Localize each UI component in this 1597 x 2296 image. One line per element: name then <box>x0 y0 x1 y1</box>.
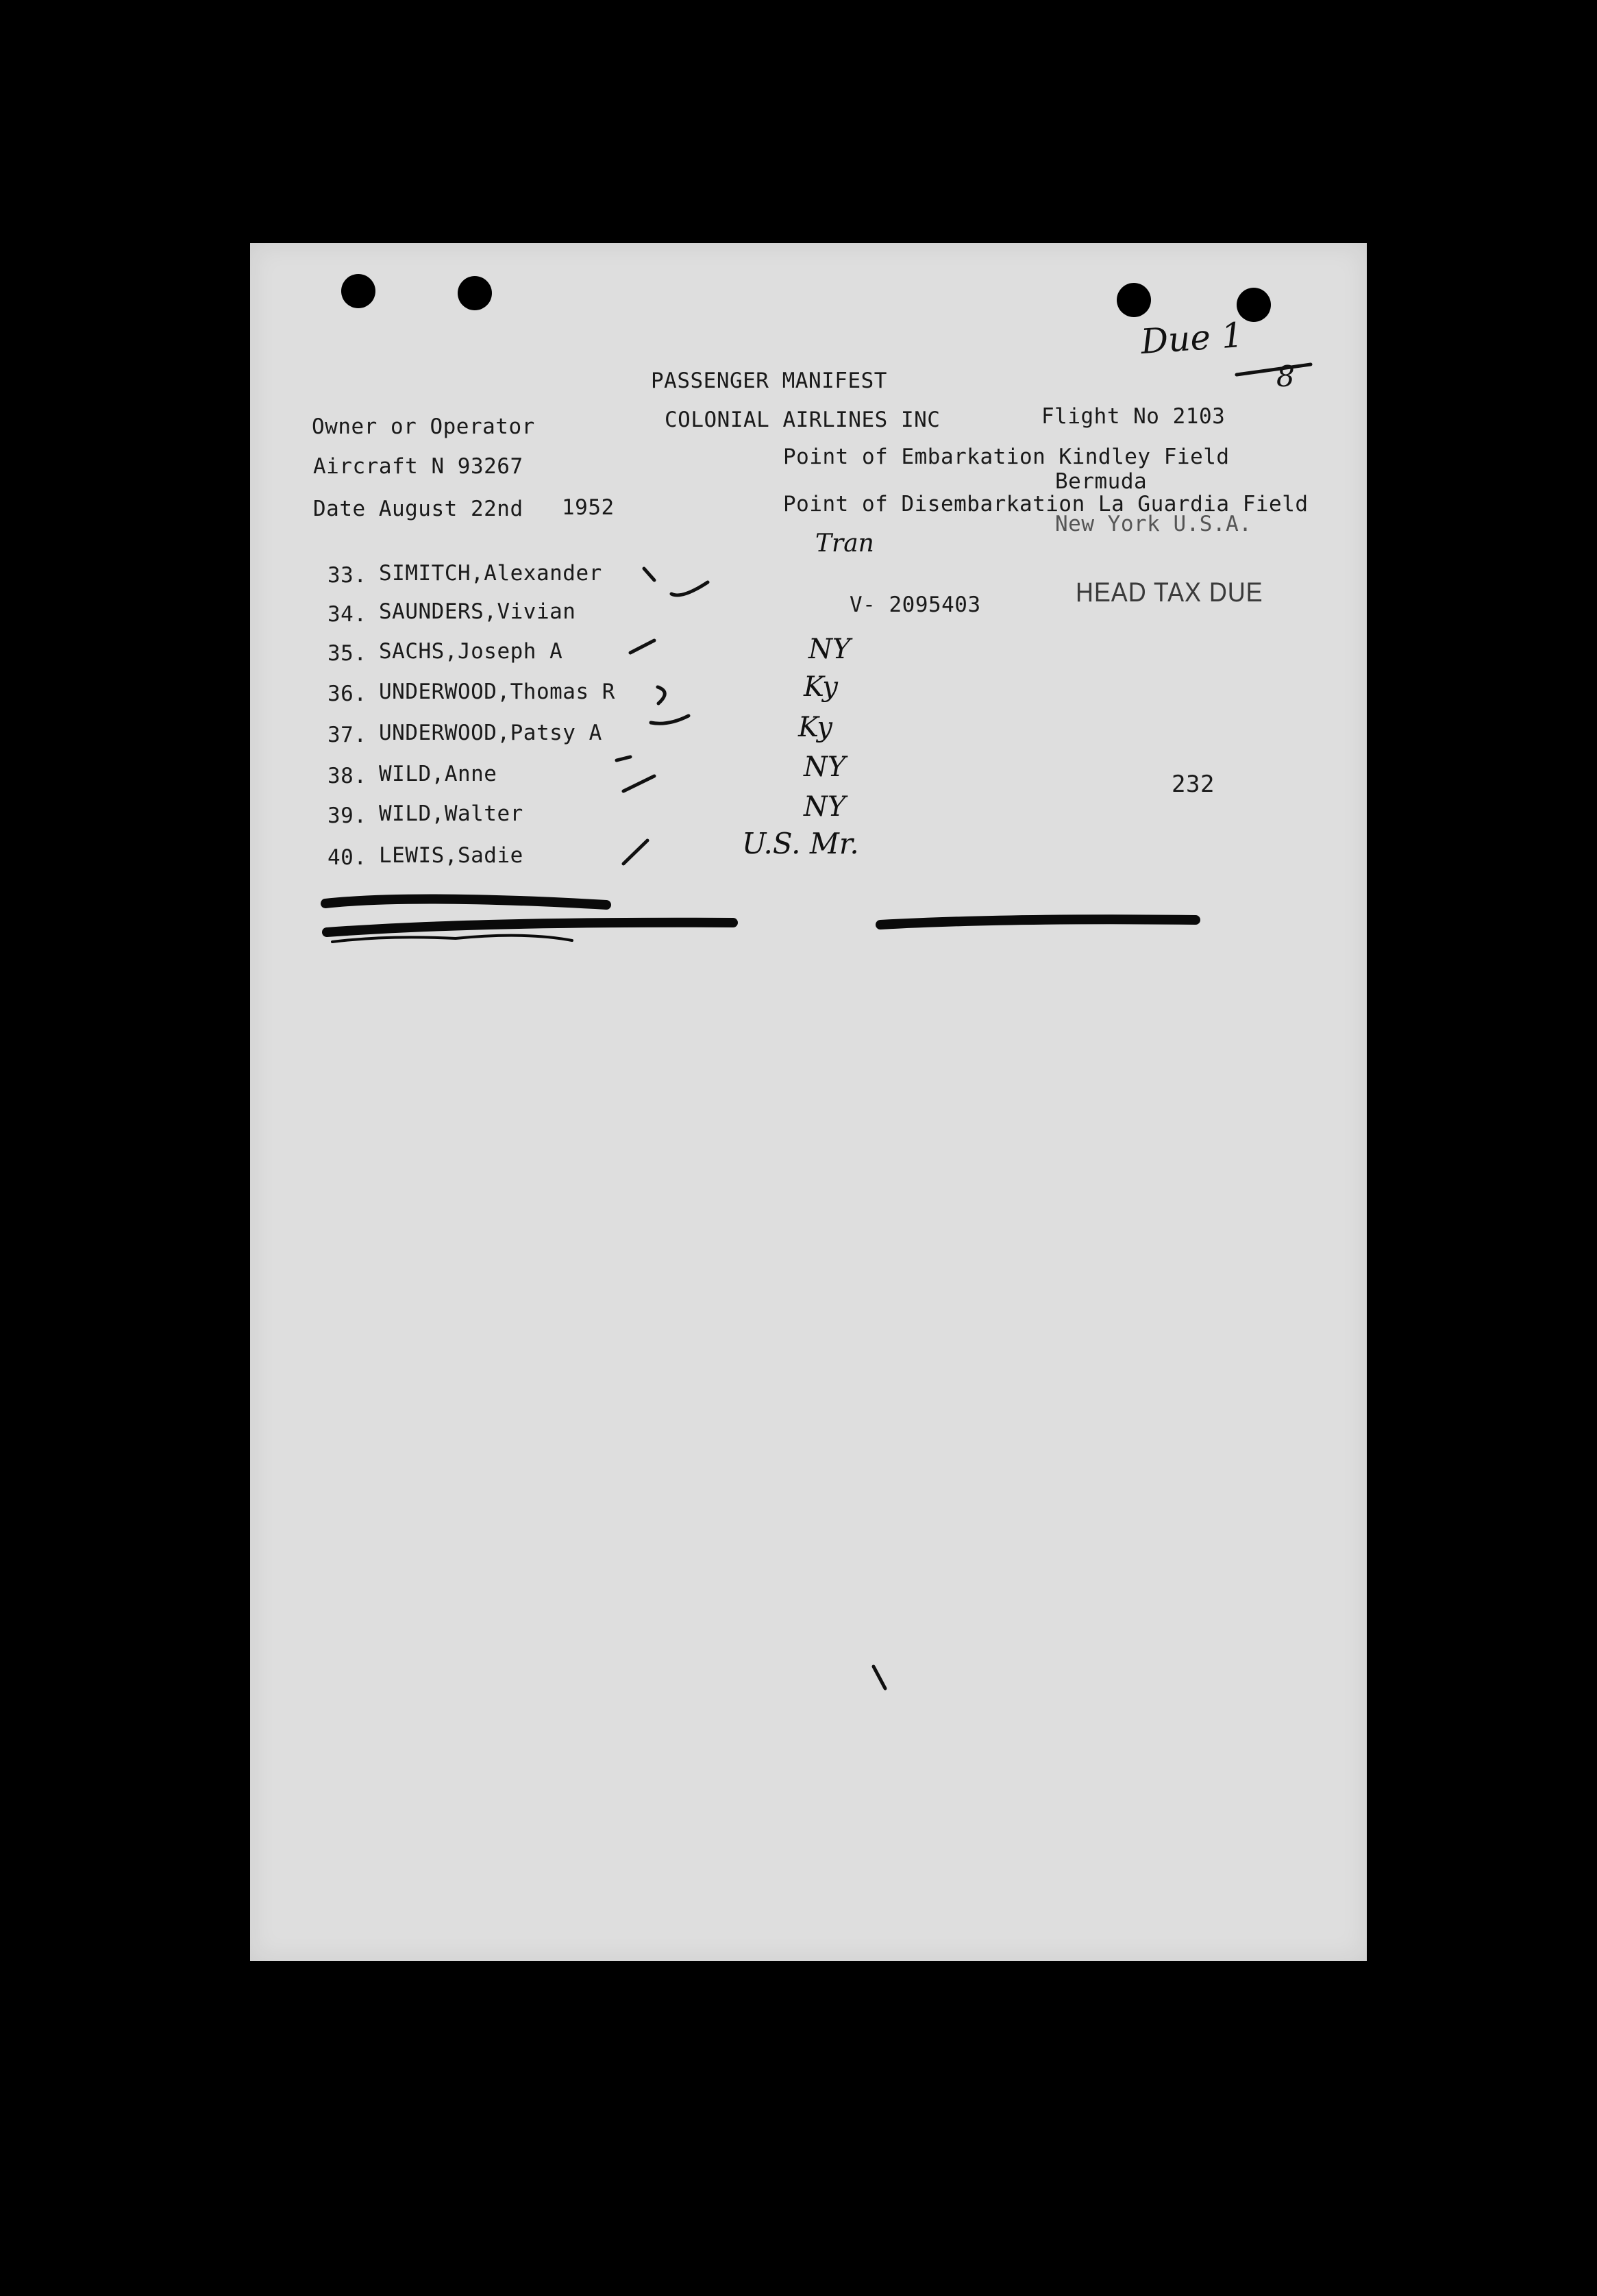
passenger-row-name: SACHS,Joseph A <box>379 639 563 664</box>
count-number: 232 <box>1172 771 1215 798</box>
strike-through <box>325 899 606 905</box>
passenger-row-name: UNDERWOOD,Thomas R <box>379 679 615 704</box>
passenger-row-name: WILD,Anne <box>379 762 497 786</box>
scribble <box>332 936 572 942</box>
passenger-row-number: 36. <box>327 682 367 706</box>
manifest-year: 1952 <box>562 495 615 520</box>
stray-mark <box>874 1667 885 1688</box>
passenger-row-name: WILD,Walter <box>379 801 523 826</box>
check-tick <box>630 640 654 653</box>
manifest-date: Date August 22nd <box>313 497 523 521</box>
handwritten-due-note: Due 1 <box>1139 314 1245 362</box>
handwritten-row-note: NY <box>804 751 846 783</box>
handwritten-row-note: Ky <box>798 712 832 743</box>
passenger-row-name: SAUNDERS,Vivian <box>379 599 576 624</box>
passenger-row-number: 34. <box>327 602 367 627</box>
disembarkation-point: Point of Disembarkation La Guardia Field <box>783 492 1309 516</box>
punch-hole <box>1117 283 1151 317</box>
passenger-row-name: SIMITCH,Alexander <box>379 561 602 586</box>
check-tick <box>644 569 654 580</box>
embarkation-place: Bermuda <box>1055 469 1148 494</box>
passenger-row-number: 35. <box>327 641 367 666</box>
strike-through <box>327 923 733 932</box>
flight-number: Flight No 2103 <box>1041 404 1226 429</box>
handwritten-row-note: NY <box>808 634 851 665</box>
handwritten-row-note: NY <box>804 791 846 823</box>
check-tick <box>617 757 630 760</box>
owner-label: Owner or Operator <box>312 414 535 439</box>
passenger-row-name: UNDERWOOD,Patsy A <box>379 721 602 745</box>
punch-hole <box>458 276 492 310</box>
manifest-page <box>250 243 1367 1961</box>
check-tick <box>623 840 647 864</box>
passenger-row-number: 38. <box>327 764 367 788</box>
passenger-row-number: 37. <box>327 723 367 747</box>
check-tick <box>623 776 654 791</box>
visa-number: V- 2095403 <box>850 592 981 617</box>
head-tax-due-stamp: HEAD TAX DUE <box>1076 577 1263 608</box>
punch-hole <box>341 274 375 308</box>
passenger-row-number: 33. <box>327 563 367 588</box>
disembarkation-place: New York U.S.A. <box>1055 512 1252 536</box>
airline-name: COLONIAL AIRLINES INC <box>665 408 941 432</box>
passenger-row-number: 40. <box>327 845 367 870</box>
manifest-title: PASSENGER MANIFEST <box>651 369 887 393</box>
handwritten-last-note: U.S. Mr. <box>742 827 859 860</box>
aircraft-registration: Aircraft N 93267 <box>313 454 523 479</box>
embarkation-point: Point of Embarkation Kindley Field <box>783 445 1230 469</box>
check-tick <box>671 582 708 595</box>
passenger-row-name: LEWIS,Sadie <box>379 843 523 868</box>
passenger-row-number: 39. <box>327 803 367 828</box>
strike-through <box>880 919 1196 925</box>
check-tick <box>658 687 665 703</box>
handwritten-row-note: Ky <box>804 671 838 703</box>
fraction-line <box>1237 364 1311 375</box>
check-tick <box>651 716 689 723</box>
handwritten-first-note: Tran <box>815 529 874 558</box>
handwritten-fraction-denominator: 8 <box>1276 360 1295 393</box>
